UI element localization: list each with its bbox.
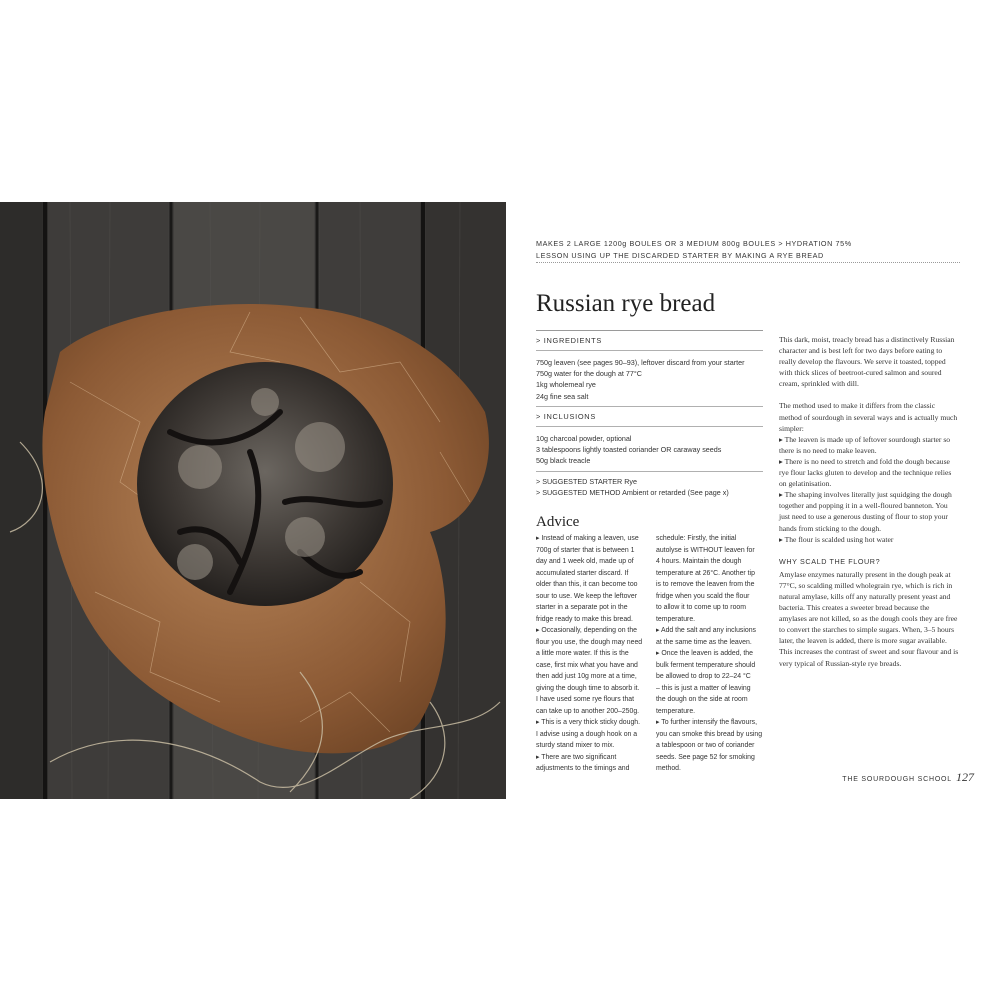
meta-yield-line: MAKES 2 LARGE 1200g BOULES OR 3 MEDIUM 800g BOULES > HYDRATION 75% <box>536 239 852 248</box>
intro-bullet: ▸ There is no need to stretch and fold the dough because rye flour lacks gluten to develop and the technique relies on gelatinisation. <box>779 456 952 489</box>
advice-line: ▸ There are two significant <box>536 753 617 761</box>
inclusions-top-divider <box>536 406 763 407</box>
advice-title: Advice <box>536 514 580 530</box>
ingredient-item: 24g fine sea salt <box>536 391 589 401</box>
advice-line: day and 1 week old, made up of <box>536 558 634 565</box>
book-spread <box>0 202 1000 799</box>
suggested-divider <box>536 471 763 472</box>
inclusions-divider <box>536 426 763 427</box>
recipe-meta <box>536 238 956 262</box>
advice-line: can take up to another 200–250g. <box>536 707 640 715</box>
advice-line: autolyse is WITHOUT leaven for <box>656 546 755 554</box>
advice-line: ▸ This is a very thick sticky dough. <box>536 719 641 726</box>
advice-line: temperature at 26°C. Another tip <box>656 569 755 577</box>
intro-bullet: ▸ The leaven is made up of leftover sourdough starter so there is no need to make leaven. <box>779 434 951 455</box>
advice-line: at the same time as the leaven. <box>656 638 752 646</box>
advice-column-1 <box>536 533 656 775</box>
suggested-method: > SUGGESTED METHOD Ambient or retarded (See page x) <box>536 488 729 498</box>
inclusion-item: 3 tablespoons lightly toasted coriander OR caraway seeds <box>536 445 722 455</box>
inclusion-item: 50g black treacle <box>536 456 591 466</box>
advice-line: be allowed to drop to 22–24 °C <box>656 673 751 680</box>
advice-column-2 <box>656 533 768 775</box>
intro-bullet: ▸ The flour is scalded using hot water <box>779 534 894 544</box>
advice-line: then add just 10g more at a time, <box>536 673 637 680</box>
advice-line: 4 hours. Maintain the dough <box>656 558 742 565</box>
advice-line: fridge when you scald the flour <box>656 592 750 600</box>
ingredient-item: 1kg wholemeal rye <box>536 380 596 390</box>
advice-line: a little more water. If this is the <box>536 650 629 657</box>
inclusion-item: 10g charcoal powder, optional <box>536 434 632 443</box>
advice-line: sour to use. We keep the leftover <box>536 592 637 600</box>
advice-line: adjustments to the timings and <box>536 765 630 772</box>
suggested-list <box>536 476 766 498</box>
ingredients-heading: > INGREDIENTS <box>536 336 602 345</box>
recipe-intro <box>779 334 959 680</box>
advice-line: seeds. See page 52 for smoking <box>656 753 755 761</box>
advice-line: temperature. <box>656 615 696 623</box>
meta-lesson-line: LESSON USING UP THE DISCARDED STARTER BY MAKING A RYE BREAD <box>536 251 824 260</box>
advice-line: starter in a separate pot in the <box>536 604 628 611</box>
ingredient-item: 750g water for the dough at 77°C <box>536 369 642 379</box>
recipe-page <box>506 202 1000 799</box>
advice-line: older than this, it can become too <box>536 581 638 588</box>
advice-line: 700g of starter that is between 1 <box>536 546 635 554</box>
advice-line: bulk ferment temperature should <box>656 661 756 669</box>
ingredients-divider <box>536 350 763 351</box>
page-footer <box>842 770 974 785</box>
inclusions-list <box>536 433 766 467</box>
advice-line: sturdy stand mixer to mix. <box>536 742 615 749</box>
advice-line: method. <box>656 765 681 772</box>
intro-paragraph-1: This dark, moist, treacly bread has a distinctively Russian character and is best left for two days before eating to really develop the flavours. We serve it toasted, topped with thick slices of beetroot-cured salmon and soured cream, sprinkled with dill. <box>779 335 955 389</box>
advice-line: I have used some rye flours that <box>536 696 635 703</box>
advice-line: I advise using a dough hook on a <box>536 730 638 738</box>
advice-line: ▸ Instead of making a leaven, use <box>536 535 639 542</box>
photo-illustration <box>0 202 506 799</box>
advice-line: a tablespoon or two of coriander <box>656 742 755 749</box>
advice-line: ▸ Once the leaven is added, the <box>656 650 753 657</box>
intro-subheading: WHY SCALD THE FLOUR? <box>779 556 881 566</box>
advice-line: – this is just a matter of leaving <box>656 684 751 692</box>
advice-line: accumulated starter discard. If <box>536 569 629 577</box>
ingredients-list <box>536 357 766 402</box>
advice-line: the dough on the side at room <box>656 696 748 703</box>
advice-line: case, first mix what you have and <box>536 661 638 669</box>
advice-line: is to remove the leaven from the <box>656 581 755 588</box>
title-divider <box>536 330 763 331</box>
meta-divider <box>536 262 960 263</box>
intro-paragraph-2: The method used to make it differs from the classic method of sourdough in several ways and is actually much simpler: <box>779 401 958 433</box>
advice-line: you can smoke this bread by using <box>656 730 763 738</box>
advice-line: ▸ Occasionally, depending on the <box>536 627 638 634</box>
ingredient-item: 750g leaven (see pages 90–93), leftover discard from your starter <box>536 358 745 367</box>
intro-paragraph-3: Amylase enzymes naturally present in the dough peak at 77°C, so scalding milled wholegrain rye, which is rich in natural amylase, kills off any naturally present yeast and bacteria. This creates a sweeter bread because the amylases are not killed, so as the dough cools they are free to convert the starches to simple sugars. When, 3–5 hours later, the leaven is added, there is more sugar available. This increases the contrast of sweet and sour flavour and is very typical of Russian-style rye breads. <box>779 569 959 668</box>
advice-line: to allow it to come up to room <box>656 604 747 611</box>
advice-line: flour you use, the dough may need <box>536 638 643 646</box>
book-title-label: THE SOURDOUGH SCHOOL <box>842 776 952 783</box>
intro-bullet: ▸ The shaping involves literally just squidging the dough together and popping it in a well-floured banneton. You just need to use a generous dusting of flour to stop your hands from sticking to the dough. <box>779 490 952 533</box>
rye-bread-photo <box>0 202 506 799</box>
advice-line: temperature. <box>656 707 696 715</box>
page-number: 127 <box>956 770 974 784</box>
inclusions-heading: > INCLUSIONS <box>536 412 596 421</box>
advice-line: schedule: Firstly, the initial <box>656 535 737 542</box>
recipe-title: Russian rye bread <box>536 290 716 317</box>
advice-line: ▸ To further intensify the flavours, <box>656 719 757 726</box>
suggested-starter: > SUGGESTED STARTER Rye <box>536 477 637 486</box>
advice-line: giving the dough time to absorb it. <box>536 684 640 692</box>
advice-line: fridge ready to make this bread. <box>536 615 633 623</box>
advice-line: ▸ Add the salt and any inclusions <box>656 627 756 634</box>
